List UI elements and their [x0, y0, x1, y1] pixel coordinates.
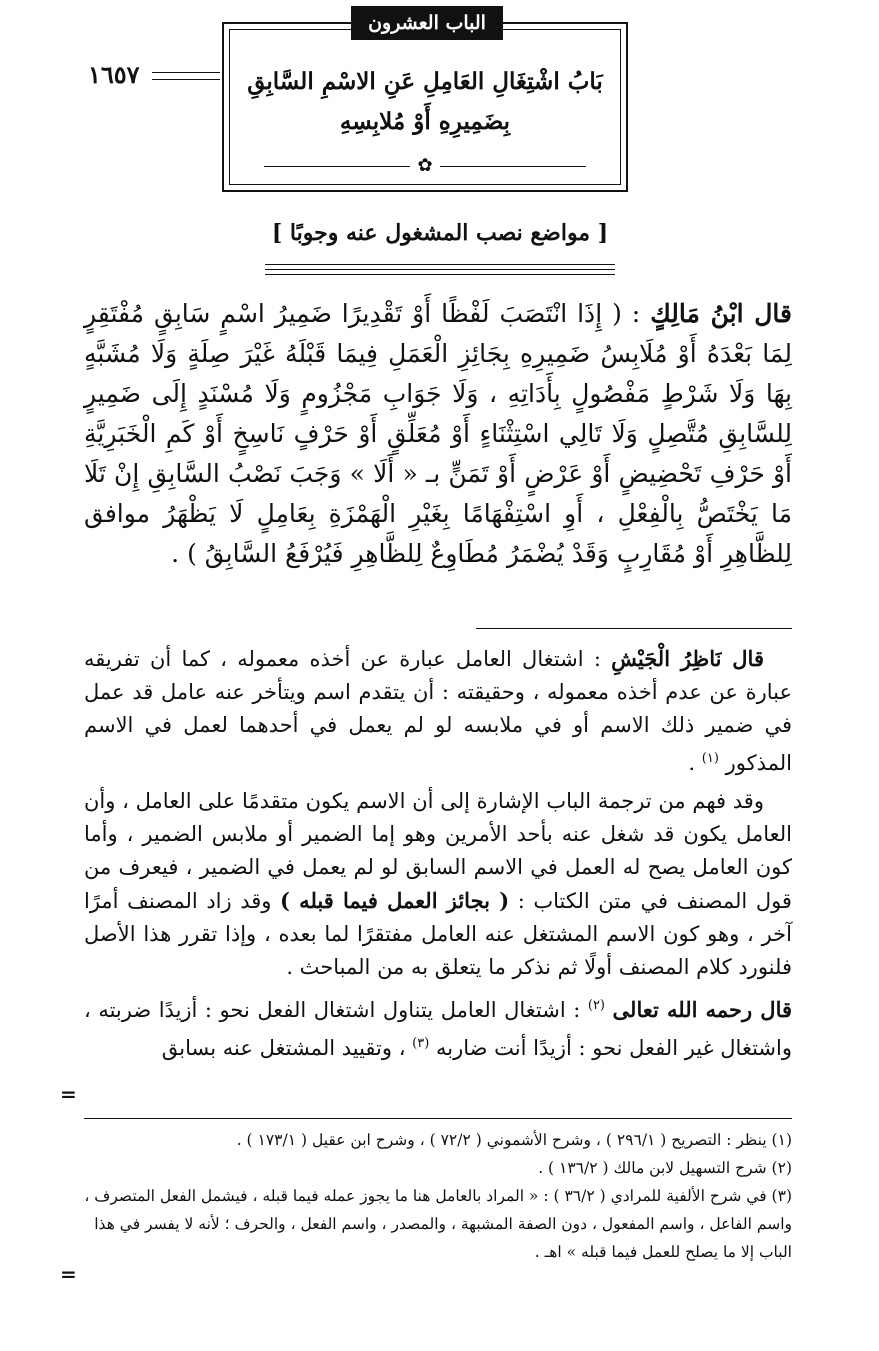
continuation-mark-footnote: =: [60, 1262, 77, 1286]
chapter-title: [224, 62, 626, 142]
ornament-divider: [264, 156, 586, 176]
sharh-paragraph-2: وقد فهم من ترجمة الباب الإشارة إلى أن الاسم يكون متقدمًا على العامل ، وأن العامل يكون قد شغل عنه بأحد الأمرين وهو إما الضمير أو ملابس الضمير ، وأما كون العامل يصح له العمل في الاسم السابق لو لم يعمل في الضمير ، فيعرف من قول المصنف في متن الكتاب : ( بجائز العمل فيما قبله ) وقد زاد المصنف أمرًا آخر ، وهو كون الاسم المشتغل عنه العامل مفتقرًا لما بعده ، وإذا تقرر هذا الأصل فلنورد كلام المصنف أولًا ثم نذكر ما يتعلق به من المباحث .: [84, 789, 792, 979]
flower-ornament-icon: ✿: [417, 155, 433, 176]
continuation-mark-text: =: [60, 1082, 77, 1106]
sharh-text: [84, 642, 792, 1070]
footnote-rule: [84, 1118, 792, 1119]
sharh-speaker-2: قال رحمه الله تعالى: [612, 997, 793, 1022]
quoted-matn: ( بجائز العمل فيما قبله ): [280, 888, 510, 913]
matn-text: [84, 294, 792, 574]
footnote-ref-1: (١): [701, 751, 719, 766]
footnote-1: (١) ينظر : التصريح ( ٢٩٦/١ ) ، وشرح الأشموني ( ٧٢/٢ ) ، وشرح ابن عقيل ( ١٧٣/١ ) .: [236, 1131, 792, 1149]
chapter-title-line-2: بِضَمِيرِهِ أَوْ مُلابِسِهِ: [339, 108, 511, 135]
chapter-header-box: [222, 22, 628, 192]
sharh-paragraph-1: قال نَاظِرُ الْجَيْشِ : اشتغال العامل عبارة عن أخذه معموله ، كما أن تفريقه عبارة عن عدم أخذه معموله ، وحقيقته : أن يتقدم اسم ويتأخر عنه عامل قد عمل في ضمير ذلك الاسم أو في ملابسه لو لم يعمل في أحدهما لعمل في الاسم المذكور $^{(١)}$ .: [84, 646, 792, 775]
footnote-ref-2: (٢): [587, 998, 605, 1013]
footnotes: [84, 1126, 792, 1266]
sharh-paragraph-3: قال رحمه الله تعالى $^{(٢)}$ : اشتغال العامل يتناول اشتغال الفعل نحو : أزيدًا ضربته ، واشتغال غير الفعل نحو : أزيدًا أنت ضاربه $^{(٣)}$ ، وتقييد المشتغل عنه بسابق: [84, 997, 793, 1060]
sharh-speaker: قال نَاظِرُ الْجَيْشِ: [611, 646, 764, 671]
matn-body: : ( إِذَا انْتَصَبَ لَفْظًا أَوْ تَقْدِيرًا ضَمِيرُ اسْمٍ سَابِقٍ مُفْتَقِرٍ لِمَا بَعْدَهُ أَوْ مُلَابِسُ ضَمِيرِهِ بِجَائِزِ الْعَمَلِ فِيمَا قَبْلَهُ غَيْرَ صِلَةٍ وَلَا مُشَبَّهٍ بِهَا وَلَا شَرْطٍ مَفْصُولٍ بِأَدَاتِهِ ، وَلَا جَوَابِ مَجْزُومٍ وَلَا مُسْنَدٍ إِلَى ضَمِيرٍ لِلسَّابِقِ مُتَّصِلٍ وَلَا تَالِي اسْتِثْنَاءٍ أَوْ مُعَلِّقٍ أَوْ حَرْفٍ نَاسِخٍ أَوْ كَمِ الْخَبَرِيَّةِ أَوْ حَرْفِ تَحْضِيضٍ أَوْ عَرْضٍ أَوْ تَمَنٍّ بـ « أَلَا » وَجَبَ نَصْبُ السَّابِقِ إِنْ تَلَا مَا يَخْتَصُّ بِالْفِعْلِ ، أَوِ اسْتِفْهَامًا بِغَيْرِ الْهَمْزَةِ بِعَامِلٍ لَا يَظْهَرُ موافق لِلظَّاهِرِ أَوْ مُقَارِبٍ وَقَدْ يُضْمَرُ مُطَاوِعٌ لِلظَّاهِرِ فَيُرْفَعُ السَّابِقُ ) .: [84, 299, 792, 568]
matn-separator-rule: [476, 628, 792, 629]
section-heading: [ مواضع نصب المشغول عنه وجوبًا ]: [271, 220, 609, 246]
chapter-label-tab: الباب العشرون: [351, 6, 503, 40]
footnote-3: (٣) في شرح الألفية للمرادي ( ٣٦/٢ ) : « المراد بالعامل هنا ما يجوز عمله فيما قبله ، فيشمل الفعل المتصرف ، واسم الفاعل ، واسم المفعول ، دون الصفة المشبهة ، والمصدر ، واسم الفعل ، والحرف ؛ لأنه لا يفسر في هذا الباب إلا ما يصلح للعمل فيما قبله » اهـ .: [84, 1187, 792, 1261]
heading-triple-rule: [265, 264, 615, 278]
matn-speaker: قال ابْنُ مَالِكٍ: [650, 299, 792, 328]
footnote-ref-3: (٣): [412, 1036, 430, 1051]
chapter-title-line-1: بَابُ اشْتِغَالِ العَامِلِ عَنِ الاسْمِ السَّابِقِ: [247, 68, 603, 95]
page-number-rule: [152, 72, 220, 80]
footnote-2: (٢) شرح التسهيل لابن مالك ( ١٣٦/٢ ) .: [538, 1159, 792, 1177]
page-number: ١٦٥٧: [88, 60, 140, 89]
